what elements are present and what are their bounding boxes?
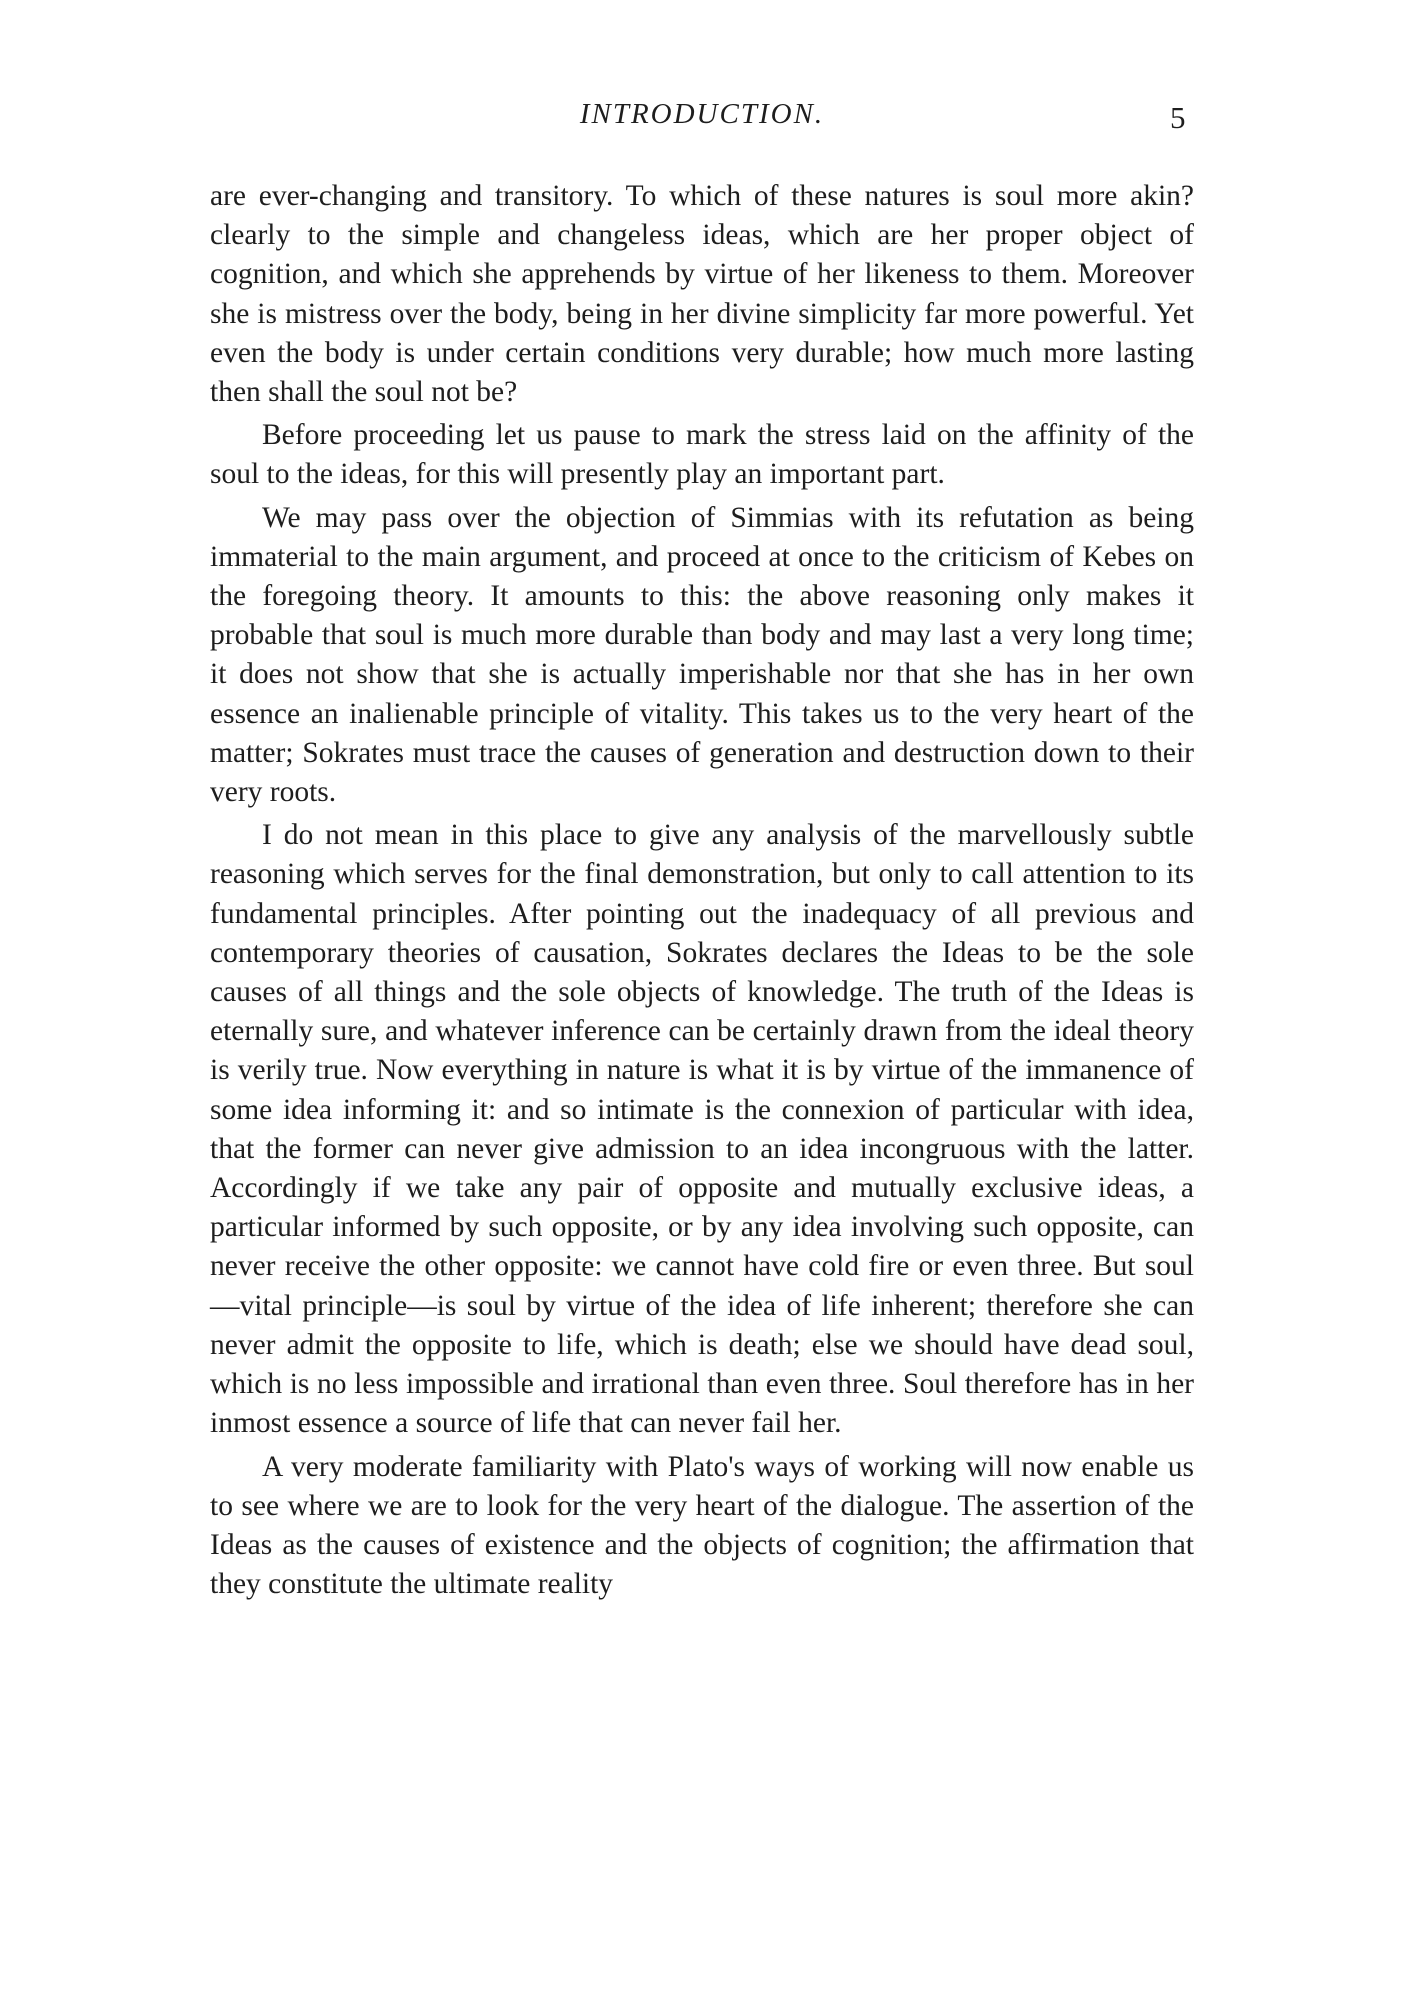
- running-head: INTRODUCTION.: [579, 98, 825, 130]
- paragraph-1: are ever-changing and transitory. To which of these natures is soul more akin? clearly to the simple and changeless ideas, which are her proper object of cognition, and which she apprehends by virtue of her likeness to them. Moreover she is mistress over the body, being in her divine simplicity far more powerful. Yet even the body is under certain conditions very durable; how much more lasting then shall the soul not be?: [210, 180, 1194, 409]
- paragraph-5: A very moderate familiarity with Plato's ways of working will now enable us to see where we are to look for the very heart of the dialogue. The assertion of the Ideas as the causes of existence and the objects of cognition; the affirmation that they constitute the ultimate reality: [210, 1450, 1194, 1601]
- body-text: [210, 177, 1194, 1608]
- paragraph-2: Before proceeding let us pause to mark the stress laid on the affinity of the soul to the ideas, for this will presently play an important part.: [210, 419, 1194, 491]
- page-header: [0, 98, 1404, 148]
- page-number: 5: [1170, 100, 1186, 135]
- paragraph-4: I do not mean in this place to give any analysis of the marvellously subtle reasoning which serves for the final demonstration, but only to call attention to its fundamental principles. After pointing out the inadequacy of all previous and contemporary theories of causation, Sokrates declares the Ideas to be the sole causes of all things and the sole objects of knowledge. The truth of the Ideas is eternally sure, and whatever inference can be certainly drawn from the ideal theory is verily true. Now everything in nature is what it is by virtue of the immanence of some idea informing it: and so intimate is the connexion of particular with idea, that the former can never give admission to an idea incongruous with the latter. Accordingly if we take any pair of opposite and mutually exclusive ideas, a particular informed by such opposite, or by any idea involving such opposite, can never receive the other opposite: we cannot have cold fire or even three. But soul—vital principle—is soul by virtue of the idea of life inherent; therefore she can never admit the opposite to life, which is death; else we should have dead soul, which is no less impossible and irrational than even three. Soul therefore has in her inmost essence a source of life that can never fail her.: [210, 819, 1194, 1440]
- paragraph-3: We may pass over the objection of Simmias with its refutation as being immaterial to the main argument, and proceed at once to the criticism of Kebes on the foregoing theory. It amounts to this: the above reasoning only makes it probable that soul is much more durable than body and may last a very long time; it does not show that she is actually imperishable nor that she has in her own essence an inalienable principle of vitality. This takes us to the very heart of the matter; Sokrates must trace the causes of generation and destruction down to their very roots.: [210, 501, 1194, 809]
